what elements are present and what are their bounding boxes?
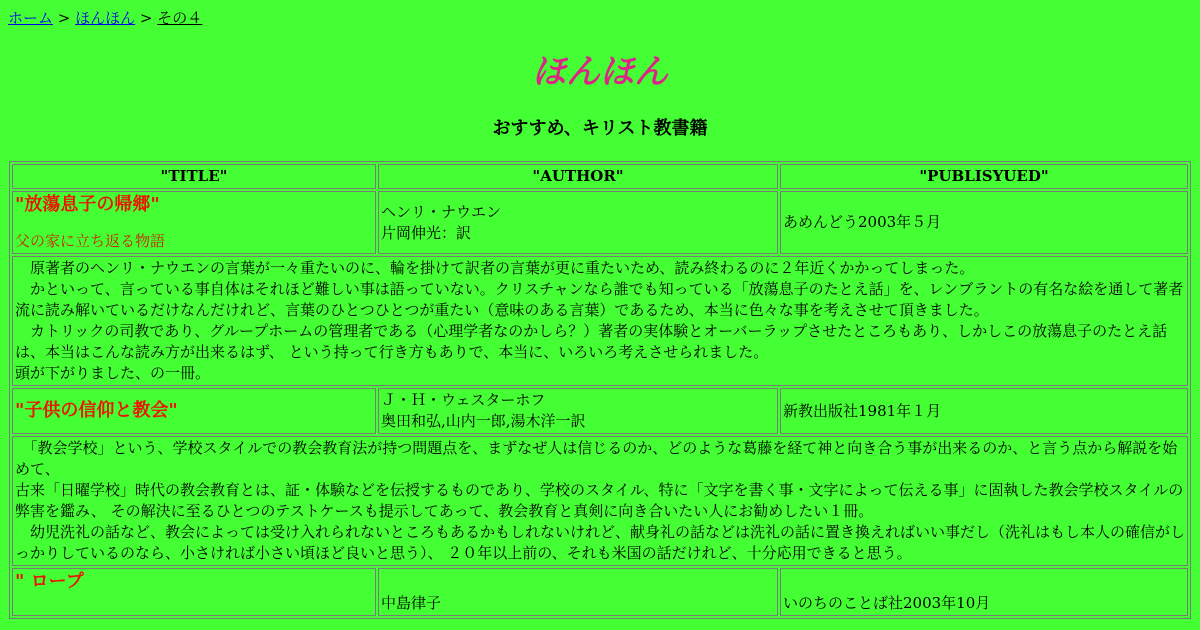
book-title: "子供の信仰と教会"	[15, 400, 178, 421]
book-review	[12, 256, 1188, 386]
review-paragraph: 頭が下がりました、の一冊。	[15, 364, 211, 382]
breadcrumb	[8, 8, 202, 28]
translator-name: 片岡伸光：訳	[381, 223, 472, 242]
author-name: 中島律子	[381, 594, 442, 612]
column-header-title: "TITLE"	[12, 164, 376, 189]
table-row	[12, 191, 1188, 254]
table-row	[12, 388, 1188, 434]
book-title: "放蕩息子の帰郷"	[15, 194, 160, 215]
book-title: " ロープ	[15, 571, 84, 592]
page-subtitle: おすすめ、キリスト教書籍	[492, 118, 708, 139]
book-published-cell: 新教出版社1981年１月	[780, 388, 1188, 434]
breadcrumb-separator: >	[53, 9, 76, 27]
book-author-cell	[378, 191, 778, 254]
column-header-published: "PUBLISYUED"	[780, 164, 1188, 189]
book-title-cell	[12, 191, 376, 254]
review-paragraph: カトリックの司教であり、グループホームの管理者である（心理学者なのかしら？）著者の実体験とオーバーラップさせたところもあり、しかしこの放蕩息子のたとえ話は、本当はこんな読み方が出来るはず、 という持って行き方もありで、本当に、いろいろ考えさせられました。	[15, 322, 1168, 361]
book-title-cell	[12, 388, 376, 434]
book-review	[12, 436, 1188, 566]
table-row	[12, 568, 1188, 616]
book-table	[9, 161, 1191, 619]
review-paragraph: 原著者のヘンリ・ナウエンの言葉が一々重たいのに、輪を掛けて訳者の言葉が更に重たいため、読み終わるのに２年近くかかってしまった。	[15, 259, 975, 277]
book-published-cell: いのちのことば社2003年10月	[780, 568, 1188, 616]
review-paragraph: 古来「日曜学校」時代の教会教育とは、証・体験などを伝授するものであり、学校のスタイル、特に「文字を書く事・文字によって伝える事」に固執した教会学校スタイルの弊害を鑑み、 その解決に至るひとつのテストケースも提示してあって、教会教育と真剣に向き合いたい人にお勧めしたい１冊。	[15, 481, 1184, 520]
review-paragraph: 「教会学校」という、学校スタイルでの教会教育法が持つ問題点を、まずなぜ人は信じるのか、どのような葛藤を経て神と向き合う事が出来るのか、と言う点から解説を始めて、	[15, 439, 1178, 478]
column-header-author: "AUTHOR"	[378, 164, 778, 189]
book-author-cell	[378, 388, 778, 434]
table-row	[12, 436, 1188, 566]
author-name: ヘンリ・ナウエン	[381, 202, 502, 221]
breadcrumb-separator: >	[135, 9, 158, 27]
book-title-cell	[12, 568, 376, 616]
review-paragraph: 幼児洗礼の話など、教会によっては受け入れられないところもあるかもしれないけれど、献身礼の話などは洗礼の話に置き換えればいい事だし（洗礼はもし本人の確信がしっかりしているのなら、小さければ小さい頃ほど良いと思う）、 ２０年以上前の、それも米国の話だけれど、十分応用できると思う。	[15, 523, 1186, 562]
translator-name: 奥田和弘,山内一郎,湯木洋一訳	[381, 412, 586, 430]
review-paragraph: かといって、言っている事自体はそれほど難しい事は語っていない。クリスチャンなら誰でも知っている「放蕩息子のたとえ話」を、レンブラントの有名な絵を通して著者流に読み解いているだけなんだけれど、言葉のひとつひとつが重たい（意味のある言葉）であるため、本当に色々な事を考えさせて頂きました。	[15, 280, 1184, 319]
book-author-cell	[378, 568, 778, 616]
breadcrumb-current: その４	[157, 9, 203, 27]
book-published-cell: あめんどう2003年５月	[780, 191, 1188, 254]
book-subtitle: 父の家に立ち返る物語	[15, 232, 166, 250]
table-row	[12, 256, 1188, 386]
author-name: Ｊ・Ｈ・ウェスターホフ	[381, 391, 546, 409]
breadcrumb-home-link[interactable]: ホーム	[8, 9, 54, 27]
table-header-row	[12, 164, 1188, 189]
site-title: ほんほん	[532, 52, 668, 92]
breadcrumb-section-link[interactable]: ほんほん	[75, 9, 136, 27]
